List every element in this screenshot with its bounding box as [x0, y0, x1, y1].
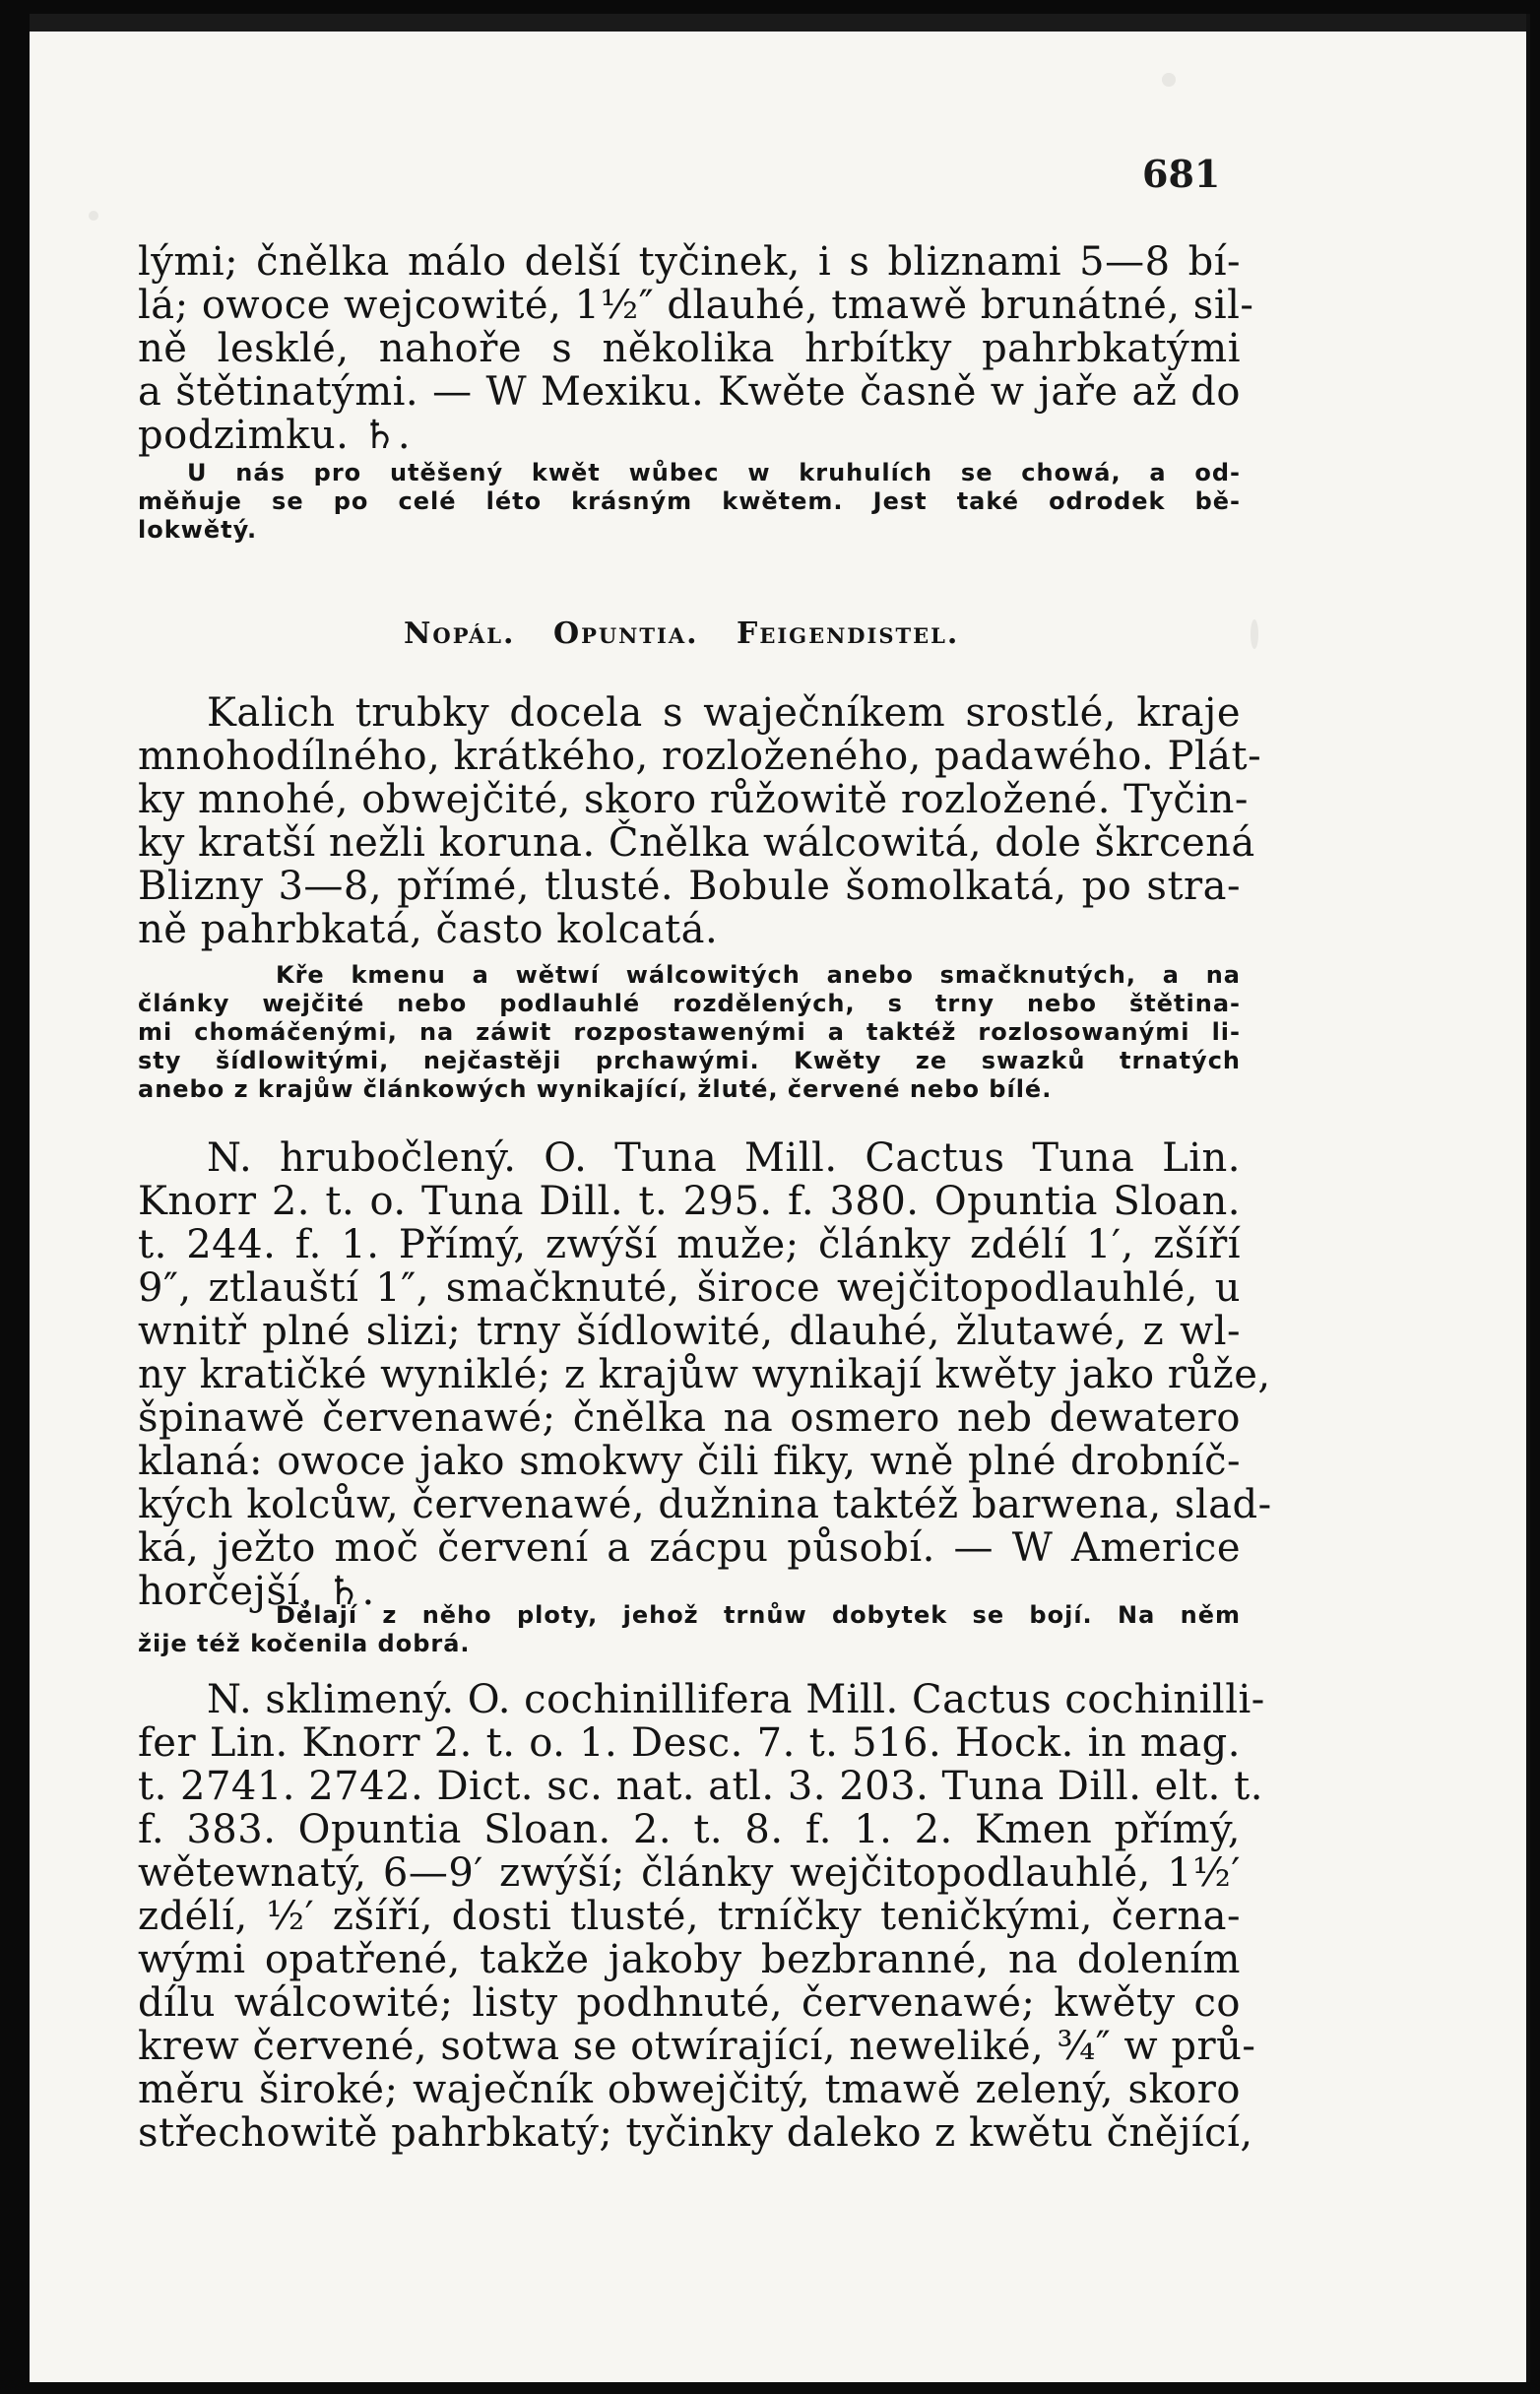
text-line: horčejší. ♄.	[138, 1569, 375, 1614]
text-line: špinawě červenawé; čnělka na osmero neb dewatero	[138, 1395, 1241, 1441]
note-line: měňuje se po celé léto krásným kwětem. Jest také odrodek bě-	[138, 487, 1241, 515]
text-line: wětewnatý, 6—9′ zwýší; články wejčitopodlauhlé, 1½′	[138, 1850, 1241, 1896]
text-line: t. 244. f. 1. Přímý, zwýší muže; články zdélí 1′, zšíří	[138, 1222, 1241, 1267]
text-line: zdélí, ½′ zšíří, dosti tlusté, trníčky teničkými, černa-	[138, 1894, 1241, 1939]
text-line: ně lesklé, nahoře s několika hrbítky pahrbkatými	[138, 326, 1241, 371]
text-line: a štětinatými. — W Mexiku. Kwěte časně w jaře až do	[138, 369, 1241, 415]
genus-name-german: Feigendistel.	[737, 616, 960, 651]
text-line: lá; owoce wejcowité, 1½″ dlauhé, tmawě brunátné, sil-	[138, 283, 1254, 328]
note-line: články wejčité nebo podlauhlé rozdělených, s trny nebo štětina-	[138, 990, 1241, 1017]
note-line: U nás pro utěšený kwět wůbec w kruhulích se chowá, a od-	[187, 459, 1241, 486]
text-line: krew červené, sotwa se otwírající, neweliké, ¾″ w prů-	[138, 2024, 1256, 2069]
paragraph-4	[138, 1677, 1265, 2156]
text-line: dílu wálcowité; listy podhnuté, červenawé; kwěty co	[138, 1980, 1241, 2026]
text-line: fer Lin. Knorr 2. t. o. 1. Desc. 7. t. 516. Hock. in mag.	[138, 1720, 1241, 1766]
note-line: Kře kmenu a wětwí wálcowitých anebo smačknutých, a na	[276, 961, 1241, 989]
text-line: ky mnohé, obwejčité, skoro růžowitě rozložené. Tyčin-	[138, 777, 1249, 822]
note-line: mi chomáčenými, na záwit rozpostawenými a taktéž rozlosowanými li-	[138, 1018, 1241, 1046]
text-line: střechowitě pahrbkatý; tyčinky daleko z kwětu čnějící,	[138, 2110, 1253, 2156]
text-line: wnitř plné slizi; trny šídlowité, dlauhé, žlutawé, z wl-	[138, 1309, 1241, 1354]
page-top-edge	[30, 14, 1526, 32]
text-line: klaná: owoce jako smokwy čili fiky, wně plné drobníč-	[138, 1439, 1241, 1484]
text-line: t. 2741. 2742. Dict. sc. nat. atl. 3. 203. Tuna Dill. elt. t.	[138, 1764, 1263, 1809]
text-line: ky kratší nežli koruna. Čnělka wálcowitá, dole škrcená	[138, 820, 1255, 866]
note-1	[138, 459, 1241, 545]
note-line: anebo z krajůw článkowých wynikající, žluté, červené nebo bílé.	[138, 1075, 1053, 1103]
text-line: N. hrubočlený. O. Tuna Mill. Cactus Tuna Lin.	[207, 1135, 1241, 1181]
text-line: kých kolcůw, červenawé, dužnina taktéž barwena, slad-	[138, 1482, 1272, 1527]
text-line: N. sklimený. O. cochinillifera Mill. Cactus cochinilli-	[207, 1677, 1265, 1722]
page-smudge	[1162, 73, 1176, 87]
page-smudge	[89, 211, 98, 221]
text-line: Kalich trubky docela s waječníkem srostlé, kraje	[207, 690, 1241, 736]
note-3	[138, 1601, 1241, 1658]
page-number: 681	[1142, 152, 1221, 196]
paragraph-2	[138, 690, 1262, 952]
book-page	[30, 14, 1530, 2382]
genus-heading	[404, 616, 985, 651]
text-line: Blizny 3—8, přímé, tlusté. Bobule šomolkatá, po stra-	[138, 864, 1241, 909]
text-line: podzimku. ♄.	[138, 413, 412, 458]
text-line: ká, ježto moč červení a zácpu působí. — W Americe	[138, 1525, 1241, 1571]
genus-name-latin: Opuntia.	[552, 616, 699, 651]
paragraph-3	[138, 1135, 1272, 1614]
text-line: mnohodílného, krátkého, rozloženého, padawého. Plát-	[138, 734, 1262, 779]
text-line: ny kratičké wyniklé; z krajůw wynikají kwěty jako růže,	[138, 1352, 1271, 1397]
text-line: Knorr 2. t. o. Tuna Dill. t. 295. f. 380. Opuntia Sloan.	[138, 1179, 1241, 1224]
note-2	[138, 961, 1241, 1104]
paragraph-1	[138, 239, 1254, 458]
page-smudge	[1251, 619, 1258, 649]
note-line: sty šídlowitými, nejčastěji prchawými. Kwěty ze swazků trnatých	[138, 1047, 1241, 1074]
note-line: žije též kočenila dobrá.	[138, 1630, 471, 1657]
text-line: ně pahrbkatá, často kolcatá.	[138, 907, 719, 952]
note-line: Dělají z něho ploty, jehož trnůw dobytek se bojí. Na něm	[276, 1601, 1241, 1629]
text-line: 9″, ztlauští 1″, smačknuté, široce wejčitopodlauhlé, u	[138, 1265, 1241, 1311]
genus-name-czech: Nopál.	[404, 616, 516, 651]
text-line: lými; čnělka málo delší tyčinek, i s bliznami 5—8 bí-	[138, 239, 1241, 285]
note-line: lokwětý.	[138, 516, 258, 544]
text-line: měru široké; waječník obwejčitý, tmawě zelený, skoro	[138, 2067, 1241, 2112]
text-line: wými opatřené, takže jakoby bezbranné, na dolením	[138, 1937, 1241, 1982]
text-line: f. 383. Opuntia Sloan. 2. t. 8. f. 1. 2. Kmen přímý,	[138, 1807, 1241, 1852]
